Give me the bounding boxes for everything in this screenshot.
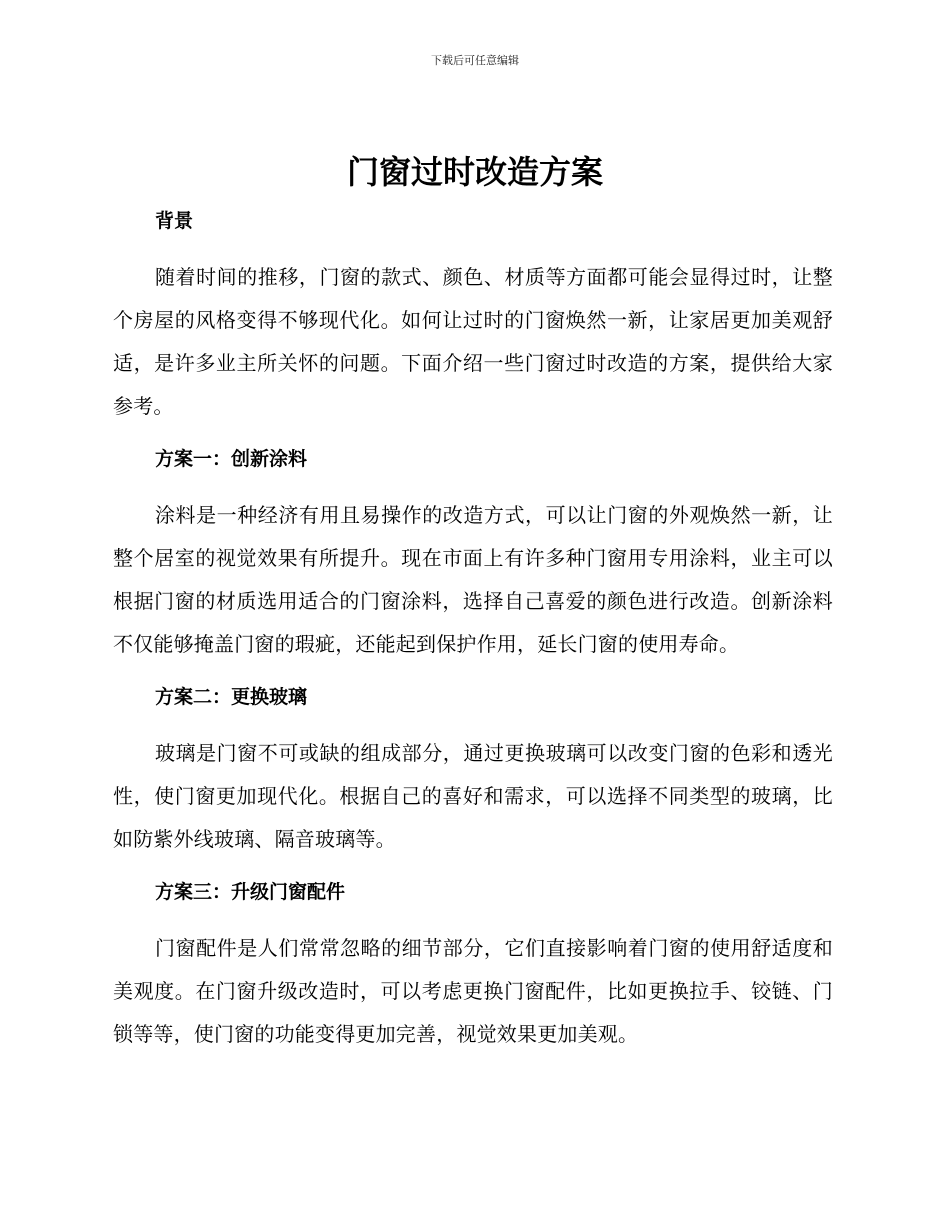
- section-paragraph: 门窗配件是人们常常忽略的细节部分，它们直接影响着门窗的使用舒适度和美观度。在门窗升级改造时，可以考虑更换门窗配件，比如更换拉手、铰链、门锁等等，使门窗的功能变得更加完善，视觉效果更加美观。: [113, 936, 833, 1046]
- section-plan-three: [113, 870, 833, 1056]
- section-background: [113, 199, 833, 437]
- page-header-note: 下载后可任意编辑: [431, 54, 519, 67]
- section-heading: 方案一：创新涂料: [155, 448, 308, 470]
- section-paragraph: 涂料是一种经济有用且易操作的改造方式，可以让门窗的外观焕然一新，让整个居室的视觉效果有所提升。现在市面上有许多种门窗用专用涂料，业主可以根据门窗的材质选用适合的门窗涂料，选择自己喜爱的颜色进行改造。创新涂料不仅能够掩盖门窗的瑕疵，还能起到保护作用，延长门窗的使用寿命。: [113, 503, 833, 656]
- section-plan-one: [113, 437, 833, 675]
- section-paragraph: 随着时间的推移，门窗的款式、颜色、材质等方面都可能会显得过时，让整个房屋的风格变得不够现代化。如何让过时的门窗焕然一新，让家居更加美观舒适，是许多业主所关怀的问题。下面介绍一些门窗过时改造的方案，提供给大家参考。: [113, 265, 833, 418]
- section-paragraph: 玻璃是门窗不可或缺的组成部分，通过更换玻璃可以改变门窗的色彩和透光性，使门窗更加现代化。根据自己的喜好和需求，可以选择不同类型的玻璃，比如防紫外线玻璃、隔音玻璃等。: [113, 741, 833, 851]
- section-heading: 方案二：更换玻璃: [155, 686, 308, 708]
- document-title: 门窗过时改造方案: [346, 153, 603, 191]
- section-heading: 方案三：升级门窗配件: [155, 881, 346, 903]
- section-heading: 背景: [155, 210, 194, 232]
- section-plan-two: [113, 675, 833, 870]
- document-body: [113, 199, 833, 1056]
